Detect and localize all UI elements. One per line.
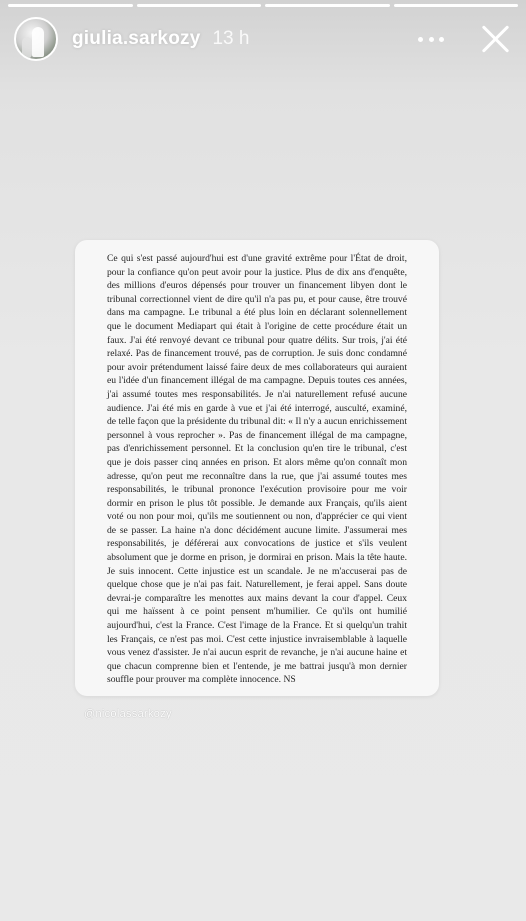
dot [429, 37, 434, 42]
shared-post-card[interactable] [75, 240, 439, 696]
progress-segment [8, 4, 133, 7]
progress-segment [265, 4, 390, 7]
username[interactable]: giulia.sarkozy [72, 28, 201, 49]
progress-segment [137, 4, 262, 7]
avatar-figure [22, 37, 32, 59]
dot [418, 37, 423, 42]
story-header [14, 16, 512, 62]
avatar[interactable] [14, 17, 58, 61]
close-icon[interactable] [480, 23, 512, 55]
statement-text: Ce qui s'est passé aujourd'hui est d'une gravité extrême pour l'État de droit, pour la confiance qu'on peut avoir pour la justice. Plus de dix ans d'enquête, des millions d'euros dépensés pour trouver un financement libyen dont le tribunal correctionnel vient de dire qu'il n'a pas pu, et pour cause, être trouvé dans ma campagne. Le tribunal a été plus loin en déclarant solennellement que le document Mediapart qui était à l'origine de cette procédure était un faux. J'ai été renvoyé devant ce tribunal pour quatre délits. Sur trois, j'ai été relaxé. Pas de financement trouvé, pas de corruption. Je suis donc condamné pour avoir prétendument laissé faire deux de mes collaborateurs qui auraient eu l'idée d'un financement illégal de ma campagne. Depuis toutes ces années, j'ai assumé toutes mes responsabilités. Je n'ai naturellement refusé aucune audience. J'ai été mis en garde à vue et j'ai été interrogé, ausculté, examiné, de telle façon que la présidente du tribunal dit: « Il n'y a aucun enrichissement personnel à vous reprocher ». Pas de financement illégal de ma campagne, pas d'enrichissement personnel. Et la conclusion qu'en tire le tribunal, c'est que je dois passer cinq années en prison. Et alors même qu'on connaît mon adresse, qu'on peut me reconnaître dans la rue, que j'ai assumé toutes mes responsabilités, le tribunal prononce l'exécution provisoire pour me voir dormir en prison le plus tôt possible. Je demande aux Français, qu'ils aient voté ou non pour moi, qu'ils me soutiennent ou non, d'apprécier ce qui vient de se passer. La haine n'a donc décidément aucune limite. J'assumerai mes responsabilités, je déférerai aux convocations de justice et s'ils veulent absolument que je dorme en prison, je dormirai en prison. Mais la tête haute. Je suis innocent. Cette injustice est un scandale. Je ne m'accuserai pas de quelque chose que je n'ai pas fait. Naturellement, je ferai appel. Sans doute devrai-je comparaître les menottes aux mains devant la cour d'appel. Ceux qui me haïssent à ce point pensent m'humilier. Ce qu'ils ont humilié aujourd'hui, c'est la France. C'est l'image de la France. Et si quelqu'un trahit les Français, ce n'est pas moi. C'est cette injustice invraisemblable à laquelle vous venez d'assister. Je n'ai aucun esprit de revanche, je n'ai aucune haine et que chacun comprenne bien et l'entende, je me battrai jusqu'à mon dernier souffle pour prouver ma complète innocence. NS [107, 253, 407, 686]
dot [439, 37, 444, 42]
progress-segment [394, 4, 519, 7]
story-progress-bar [8, 4, 518, 7]
more-options-icon[interactable] [418, 29, 444, 49]
timestamp: 13 h [212, 28, 250, 49]
avatar-figure [32, 27, 44, 57]
mention-sticker[interactable]: @nicolassarkozy [84, 708, 172, 720]
